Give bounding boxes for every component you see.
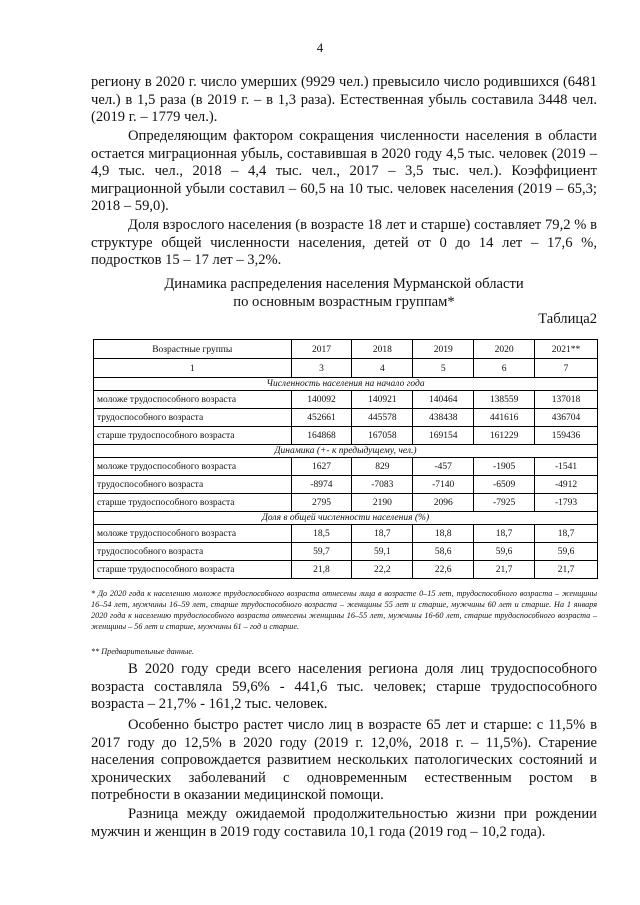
row-label: старше трудоспособного возраста — [94, 494, 292, 512]
table-title-line2: по основным возрастным группам* — [233, 294, 455, 310]
table-row — [94, 561, 598, 579]
table-cell: 21,7 — [535, 561, 598, 579]
section-title: Доля в общей численности населения (%) — [94, 512, 598, 525]
table-cell: -7140 — [413, 476, 474, 494]
table-cell: 18,7 — [535, 525, 598, 543]
table-cell: 18,5 — [291, 525, 352, 543]
table-cell: -1541 — [535, 458, 598, 476]
table-row — [94, 427, 598, 445]
paragraph-aging: Особенно быстро растет число лиц в возрасте 65 лет и старше: с 11,5% в 2017 году до 12,5% в 2020 году (2019 г. 12,0%, 2018 г. – 11,5%). Старение населения сопровождается развитием нескольких патологических состояний и хронических заболеваний с одновременным естественным ростом в потребности в оказании медицинской помощи. — [91, 717, 597, 804]
row-label: моложе трудоспособного возраста — [94, 525, 292, 543]
table-cell: 2190 — [352, 494, 413, 512]
table-cell: 138559 — [474, 391, 535, 409]
table-row — [94, 543, 598, 561]
table-cell: 829 — [352, 458, 413, 476]
table-cell: -7925 — [474, 494, 535, 512]
table-row — [94, 409, 598, 427]
table-cell: -8974 — [291, 476, 352, 494]
table-header-row — [94, 340, 598, 359]
table-cell: 58,6 — [413, 543, 474, 561]
table-cell: 2096 — [413, 494, 474, 512]
header-cell: 2021** — [535, 340, 598, 359]
index-cell: 1 — [94, 359, 292, 378]
table-section-row — [94, 378, 598, 391]
footnote-preliminary: ** Предварительные данные. — [91, 647, 195, 656]
header-cell: 2017 — [291, 340, 352, 359]
table-cell: 169154 — [413, 427, 474, 445]
table-row — [94, 476, 598, 494]
table-cell: 59,6 — [474, 543, 535, 561]
table-cell: -1793 — [535, 494, 598, 512]
table-cell: 140464 — [413, 391, 474, 409]
table-cell: 140921 — [352, 391, 413, 409]
table-cell: -1905 — [474, 458, 535, 476]
table-cell: 137018 — [535, 391, 598, 409]
footnote-age-definitions: * До 2020 года к населению моложе трудоспособного возраста отнесены лица в возрасте 0–15 лет, трудоспособного возраста – женщины 16–54 лет, мужчины 16–59 лет, старше трудоспособного возраста – женщины 55 лет и старше, мужчины 60 лет и старше. На 1 января 2020 года к населению трудоспособного возраста отнесены женщины 16–55 лет, мужчины 16-60 лет, старше трудоспособного возраста – женщины – 56 лет и старше, мужчины 61 – год и старше. — [91, 589, 597, 631]
table-cell: 22,2 — [352, 561, 413, 579]
table-row — [94, 494, 598, 512]
table-cell: 18,8 — [413, 525, 474, 543]
table-cell: 167058 — [352, 427, 413, 445]
paragraph-natural-decline: региону в 2020 г. число умерших (9929 чел.) превысило число родившихся (6481 чел.) в 1,5 раза (в 2019 г. – в 1,3 раза). Естественная убыль составила 3448 чел. (2019 г. – 1779 чел.). — [91, 74, 597, 126]
row-label: моложе трудоспособного возраста — [94, 458, 292, 476]
table-row — [94, 525, 598, 543]
section-title: Численность населения на начало года — [94, 378, 598, 391]
table-cell: -4912 — [535, 476, 598, 494]
table-cell: 159436 — [535, 427, 598, 445]
index-cell: 7 — [535, 359, 598, 378]
table-cell: 21,7 — [474, 561, 535, 579]
row-label: старше трудоспособного возраста — [94, 561, 292, 579]
table-cell: 21,8 — [291, 561, 352, 579]
table-cell: 164868 — [291, 427, 352, 445]
table-cell: 59,6 — [535, 543, 598, 561]
table-section-row — [94, 445, 598, 458]
table-cell: 436704 — [535, 409, 598, 427]
row-label: старше трудоспособного возраста — [94, 427, 292, 445]
table-cell: 438438 — [413, 409, 474, 427]
table-cell: 59,7 — [291, 543, 352, 561]
table-title — [91, 275, 597, 311]
table-label: Таблица2 — [538, 311, 597, 327]
table-title-line1: Динамика распределения населения Мурманской области — [164, 276, 524, 292]
paragraph-migration: Определяющим фактором сокращения численности населения в области остается миграционная убыль, составившая в 2020 году 4,5 тыс. человек (2019 – 4,9 тыс. чел., 2018 – 4,4 тыс. чел., 2017 – 3,5 тыс. чел.). Коэффициент миграционной убыли составил – 60,5 на 10 тыс. человек населения (2019 – 65,3; 2018 – 59,0). — [91, 128, 597, 215]
table-cell: -6509 — [474, 476, 535, 494]
table-row — [94, 458, 598, 476]
row-label: моложе трудоспособного возраста — [94, 391, 292, 409]
table-cell: -457 — [413, 458, 474, 476]
table-cell: 441616 — [474, 409, 535, 427]
table-cell: 59,1 — [352, 543, 413, 561]
table-cell: 445578 — [352, 409, 413, 427]
header-cell: 2020 — [474, 340, 535, 359]
row-label: трудоспособного возраста — [94, 543, 292, 561]
table-cell: 1627 — [291, 458, 352, 476]
paragraph-adult-share: Доля взрослого населения (в возрасте 18 лет и старше) составляет 79,2 % в структуре общей численности населения, детей от 0 до 14 лет – 17,6 %, подростков 15 – 17 лет – 3,2%. — [91, 217, 597, 269]
index-cell: 4 — [352, 359, 413, 378]
page-number: 4 — [316, 40, 324, 55]
index-cell: 3 — [291, 359, 352, 378]
paragraph-working-age: В 2020 году среди всего населения региона доля лиц трудоспособного возраста составляла 59,6% - 441,6 тыс. человек; старше трудоспособного возраста – 21,7% - 161,2 тыс. человек. — [91, 661, 597, 713]
table-cell: 452661 — [291, 409, 352, 427]
index-cell: 6 — [474, 359, 535, 378]
table-cell: 18,7 — [352, 525, 413, 543]
table-cell: 18,7 — [474, 525, 535, 543]
table-cell: 161229 — [474, 427, 535, 445]
section-title: Динамика (+- к предыдущему, чел.) — [94, 445, 598, 458]
table-section-row — [94, 512, 598, 525]
header-cell: Возрастные группы — [94, 340, 292, 359]
table-cell: -7083 — [352, 476, 413, 494]
table-cell: 140092 — [291, 391, 352, 409]
row-label: трудоспособного возраста — [94, 409, 292, 427]
population-table — [93, 339, 598, 579]
table-cell: 22,6 — [413, 561, 474, 579]
row-label: трудоспособного возраста — [94, 476, 292, 494]
header-cell: 2018 — [352, 340, 413, 359]
table-index-row — [94, 359, 598, 378]
table-row — [94, 391, 598, 409]
paragraph-life-expectancy: Разница между ожидаемой продолжительностью жизни при рождении мужчин и женщин в 2019 году составила 10,1 года (2019 год – 10,2 года). — [91, 806, 597, 840]
table-cell: 2795 — [291, 494, 352, 512]
header-cell: 2019 — [413, 340, 474, 359]
index-cell: 5 — [413, 359, 474, 378]
